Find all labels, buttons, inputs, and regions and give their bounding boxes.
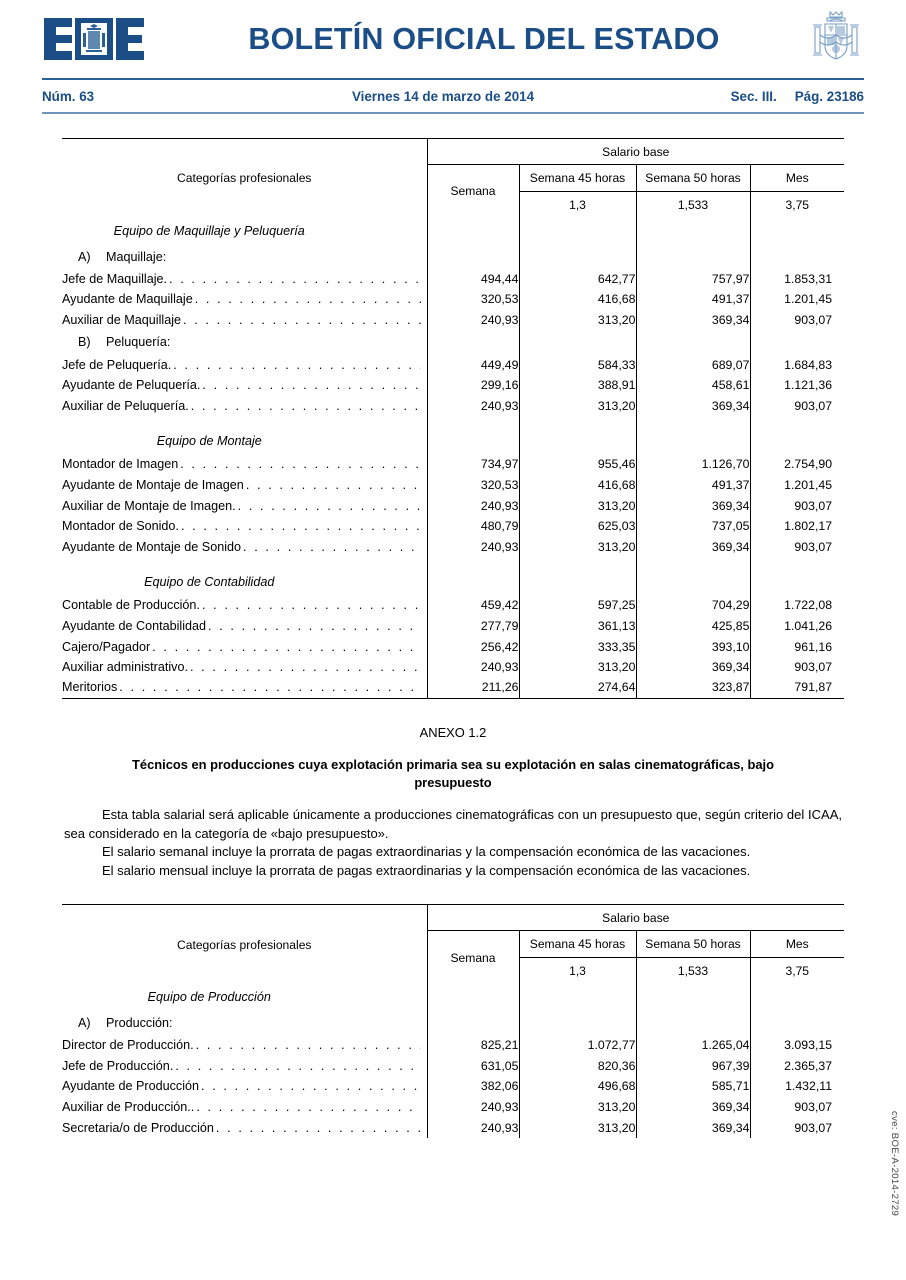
paragraph: El salario semanal incluye la prorrata de pagas extraordinarias y la compensación económica de las vacaciones. [102, 844, 751, 860]
subsection-label: A) Producción: [78, 1015, 173, 1030]
cell-value: 903,07 [750, 1097, 844, 1118]
cell-value: 382,06 [427, 1076, 519, 1097]
cell-value: 240,93 [427, 495, 519, 516]
cell-value: 320,53 [427, 475, 519, 496]
cell-value: 1.121,36 [750, 375, 844, 396]
section-title: Equipo de Montaje [156, 433, 262, 448]
section-title: Equipo de Contabilidad [144, 574, 275, 589]
table-row [62, 354, 844, 375]
publication-date: Viernes 14 de marzo de 2014 [351, 88, 535, 104]
table-section-row [62, 568, 844, 595]
cell-empty [750, 1011, 844, 1035]
cell-value: 458,61 [636, 375, 750, 396]
cell-value: 757,97 [636, 269, 750, 290]
cell-value: 1.041,26 [750, 616, 844, 637]
cell-value: 240,93 [427, 536, 519, 557]
table-section-row [62, 427, 844, 454]
table-spacer-row [62, 557, 844, 568]
th-week-50: Semana 50 horas [636, 931, 750, 958]
cell-empty [427, 984, 519, 1011]
cell-value: 240,93 [427, 657, 519, 678]
category-label: Jefe de Maquillaje. . . . [62, 269, 427, 290]
category-label: Jefe de Producción. . . . [62, 1056, 427, 1077]
th-week-45: Semana 45 horas [519, 165, 636, 192]
anexo-paragraphs [64, 806, 842, 880]
cell-value: 480,79 [427, 516, 519, 537]
cell-value: 820,36 [519, 1056, 636, 1077]
category-label: Ayudante de Montaje de Sonido . . . [62, 536, 427, 557]
th-month: Mes [750, 165, 844, 192]
cell-value: 903,07 [750, 536, 844, 557]
category-label: Montador de Imagen . . . [62, 454, 427, 475]
salary-table-2 [62, 904, 844, 1137]
category-label: Ayudante de Peluquería. . . . [62, 375, 427, 396]
cell-value: 631,05 [427, 1056, 519, 1077]
category-label: Cajero/Pagador . . . [62, 636, 427, 657]
cell-empty [427, 427, 519, 454]
table-row [62, 1097, 844, 1118]
table-subsection-row [62, 1011, 844, 1035]
header-info-bar [42, 80, 864, 112]
cell-value: 416,68 [519, 289, 636, 310]
cell-empty [636, 984, 750, 1011]
cell-value: 393,10 [636, 636, 750, 657]
cell-empty [636, 416, 750, 427]
cell-empty [750, 568, 844, 595]
cell-empty [519, 984, 636, 1011]
cell-empty [427, 557, 519, 568]
cell-value: 597,25 [519, 595, 636, 616]
th-month: Mes [750, 931, 844, 958]
cell-empty [636, 1011, 750, 1035]
cell-value: 320,53 [427, 289, 519, 310]
page-label: Pág. 23186 [794, 88, 864, 104]
cell-value: 903,07 [750, 1117, 844, 1138]
table-subsection-row [62, 330, 844, 354]
table-row [62, 1117, 844, 1138]
table-row [62, 1035, 844, 1056]
cell-empty [519, 1011, 636, 1035]
category-label: Auxiliar de Maquillaje . . . [62, 310, 427, 331]
category-label: Auxiliar administrativo. . . . [62, 657, 427, 678]
cell-empty [636, 218, 750, 245]
cell-value: 903,07 [750, 395, 844, 416]
table-row [62, 616, 844, 637]
table-row [62, 289, 844, 310]
anexo-number: ANEXO 1.2 [419, 724, 487, 740]
cell-empty [519, 568, 636, 595]
category-label: Secretaria/o de Producción . . . [62, 1117, 427, 1138]
cell-value: 211,26 [427, 677, 519, 698]
cell-value: 625,03 [519, 516, 636, 537]
category-label: Ayudante de Producción . . . [62, 1076, 427, 1097]
cell-empty [427, 245, 519, 269]
cell-value: 642,77 [519, 269, 636, 290]
category-label: Director de Producción. . . . [62, 1035, 427, 1056]
cell-empty [636, 568, 750, 595]
table-row [62, 1056, 844, 1077]
category-label: Auxiliar de Producción.. . . . [62, 1097, 427, 1118]
cell-value: 903,07 [750, 310, 844, 331]
cell-value: 256,42 [427, 636, 519, 657]
cell-value: 459,42 [427, 595, 519, 616]
section-title: Equipo de Maquillaje y Peluquería [113, 224, 305, 238]
subsection-label: B) Peluquería: [78, 335, 171, 350]
cell-value: 369,34 [636, 310, 750, 331]
table-row [62, 454, 844, 475]
th-week: Semana [427, 165, 519, 218]
table-row [62, 269, 844, 290]
cell-value: 369,34 [636, 657, 750, 678]
cell-value: 737,05 [636, 516, 750, 537]
cell-value: 240,93 [427, 1117, 519, 1138]
cell-value: 689,07 [636, 354, 750, 375]
cell-empty [636, 557, 750, 568]
section-label: Sec. III. [730, 88, 777, 104]
cell-value: 1.201,45 [750, 289, 844, 310]
cell-value: 1.853,31 [750, 269, 844, 290]
cell-empty [519, 557, 636, 568]
cell-value: 277,79 [427, 616, 519, 637]
th-factor-month: 3,75 [750, 192, 844, 218]
cell-value: 1.126,70 [636, 454, 750, 475]
table-row [62, 310, 844, 331]
cell-value: 388,91 [519, 375, 636, 396]
masthead [0, 0, 906, 78]
table-spacer-row [62, 416, 844, 427]
cell-value: 369,34 [636, 495, 750, 516]
category-label: Auxiliar de Montaje de Imagen. . . . [62, 495, 427, 516]
table-row [62, 595, 844, 616]
cell-value: 313,20 [519, 310, 636, 331]
table-row [62, 139, 844, 165]
cell-value: 825,21 [427, 1035, 519, 1056]
table-row [62, 657, 844, 678]
cell-empty [750, 557, 844, 568]
cell-value: 584,33 [519, 354, 636, 375]
cell-value: 369,34 [636, 395, 750, 416]
th-categories: Categorías profesionales [62, 905, 427, 984]
cell-value: 274,64 [519, 677, 636, 698]
table-row [62, 516, 844, 537]
table-body [62, 984, 844, 1138]
boe-logo-icon [42, 16, 146, 62]
cell-value: 333,35 [519, 636, 636, 657]
section-title: Equipo de Producción [147, 990, 271, 1005]
cell-value: 903,07 [750, 657, 844, 678]
document-content [0, 138, 906, 1138]
cell-value: 240,93 [427, 1097, 519, 1118]
cell-value: 1.722,08 [750, 595, 844, 616]
cell-value: 3.093,15 [750, 1035, 844, 1056]
cell-empty [750, 427, 844, 454]
th-factor-45: 1,3 [519, 192, 636, 218]
cell-value: 361,13 [519, 616, 636, 637]
paragraph: El salario mensual incluye la prorrata de pagas extraordinarias y la compensación económica de las vacaciones. [102, 862, 751, 878]
cell-empty [636, 245, 750, 269]
paragraph: Esta tabla salarial será aplicable únicamente a producciones cinematográficas con un presupuesto que, según criterio del ICAA, sea considerado en la categoría de «bajo presupuesto». [64, 807, 842, 841]
cell-value: 299,16 [427, 375, 519, 396]
issue-number: Núm. 63 [42, 88, 95, 104]
cell-empty [427, 416, 519, 427]
cell-empty [750, 416, 844, 427]
cell-empty [427, 568, 519, 595]
anexo-title-line-1: Técnicos en producciones cuya explotación primaria sea su explotación en salas [132, 756, 631, 772]
table-row [62, 636, 844, 657]
cell-empty [750, 330, 844, 354]
cell-value: 955,46 [519, 454, 636, 475]
cell-value: 2.365,37 [750, 1056, 844, 1077]
cell-value: 704,29 [636, 595, 750, 616]
subsection-label: A) Maquillaje: [78, 249, 167, 264]
cell-empty [427, 1011, 519, 1035]
th-factor-50: 1,533 [636, 192, 750, 218]
cell-value: 2.754,90 [750, 454, 844, 475]
cell-value: 416,68 [519, 475, 636, 496]
cell-value: 967,39 [636, 1056, 750, 1077]
cell-value: 313,20 [519, 495, 636, 516]
th-categories: Categorías profesionales [62, 139, 427, 218]
cell-value: 369,34 [636, 536, 750, 557]
category-label: Contable de Producción. . . . [62, 595, 427, 616]
cell-value: 313,20 [519, 536, 636, 557]
th-week-50: Semana 50 horas [636, 165, 750, 192]
cell-empty [750, 218, 844, 245]
cve-identifier: cve: BOE-A-2014-2729 [889, 1110, 900, 1216]
th-factor-month: 3,75 [750, 958, 844, 984]
th-factor-45: 1,3 [519, 958, 636, 984]
cell-value: 1.201,45 [750, 475, 844, 496]
table-section-row [62, 984, 844, 1011]
table-subsection-row [62, 245, 844, 269]
table-row [62, 1076, 844, 1097]
category-label: Ayudante de Contabilidad . . . [62, 616, 427, 637]
table-row [62, 475, 844, 496]
cell-empty [519, 416, 636, 427]
header-rule-bottom [42, 112, 864, 114]
category-label: Jefe de Peluquería. . . . [62, 354, 427, 375]
cell-value: 1.432,11 [750, 1076, 844, 1097]
salary-table-1 [62, 138, 844, 699]
cell-empty [636, 330, 750, 354]
table-row [62, 536, 844, 557]
cell-empty [427, 330, 519, 354]
cell-empty [519, 245, 636, 269]
cell-value: 313,20 [519, 1097, 636, 1118]
cell-empty [519, 330, 636, 354]
table-row [62, 395, 844, 416]
cell-value: 449,49 [427, 354, 519, 375]
table-body [62, 218, 844, 699]
cell-value: 240,93 [427, 310, 519, 331]
cell-empty [750, 245, 844, 269]
cell-value: 240,93 [427, 395, 519, 416]
cell-value: 1.265,04 [636, 1035, 750, 1056]
cell-value: 313,20 [519, 657, 636, 678]
cell-value: 585,71 [636, 1076, 750, 1097]
cell-empty [750, 984, 844, 1011]
cell-value: 491,37 [636, 289, 750, 310]
cell-value: 323,87 [636, 677, 750, 698]
category-label: Meritorios . . . [62, 677, 427, 698]
th-week-45: Semana 45 horas [519, 931, 636, 958]
category-label: Ayudante de Maquillaje . . . [62, 289, 427, 310]
cell-value: 313,20 [519, 1117, 636, 1138]
cell-value: 1.072,77 [519, 1035, 636, 1056]
cell-empty [519, 218, 636, 245]
category-label: Auxiliar de Peluquería. . . . [62, 395, 427, 416]
cell-value: 313,20 [519, 395, 636, 416]
cell-value: 494,44 [427, 269, 519, 290]
cell-empty [636, 427, 750, 454]
th-week: Semana [427, 931, 519, 984]
cell-value: 1.684,83 [750, 354, 844, 375]
category-label: Montador de Sonido. . . . [62, 516, 427, 537]
th-salary-base: Salario base [427, 905, 844, 931]
cell-value: 903,07 [750, 495, 844, 516]
cell-empty [519, 427, 636, 454]
th-factor-50: 1,533 [636, 958, 750, 984]
anexo-title-line-2: cinematográficas, bajo presupuesto [414, 756, 774, 790]
cell-value: 491,37 [636, 475, 750, 496]
anexo-title [100, 756, 806, 793]
cell-value: 1.802,17 [750, 516, 844, 537]
spanish-coat-of-arms-icon [808, 8, 864, 70]
table-section-row [62, 218, 844, 245]
cell-value: 369,34 [636, 1097, 750, 1118]
cell-value: 961,16 [750, 636, 844, 657]
cell-value: 496,68 [519, 1076, 636, 1097]
th-salary-base: Salario base [427, 139, 844, 165]
table-row [62, 905, 844, 931]
cell-value: 369,34 [636, 1117, 750, 1138]
cell-value: 791,87 [750, 677, 844, 698]
cell-empty [62, 416, 427, 427]
table-row [62, 495, 844, 516]
table-row [62, 375, 844, 396]
cell-value: 734,97 [427, 454, 519, 475]
table-header-group [62, 139, 844, 218]
table-row [62, 677, 844, 698]
category-label: Ayudante de Montaje de Imagen . . . [62, 475, 427, 496]
cell-value: 425,85 [636, 616, 750, 637]
cell-empty [62, 557, 427, 568]
cell-empty [427, 218, 519, 245]
page-title: BOLETÍN OFICIAL DEL ESTADO [248, 21, 720, 56]
table-header-group [62, 905, 844, 984]
